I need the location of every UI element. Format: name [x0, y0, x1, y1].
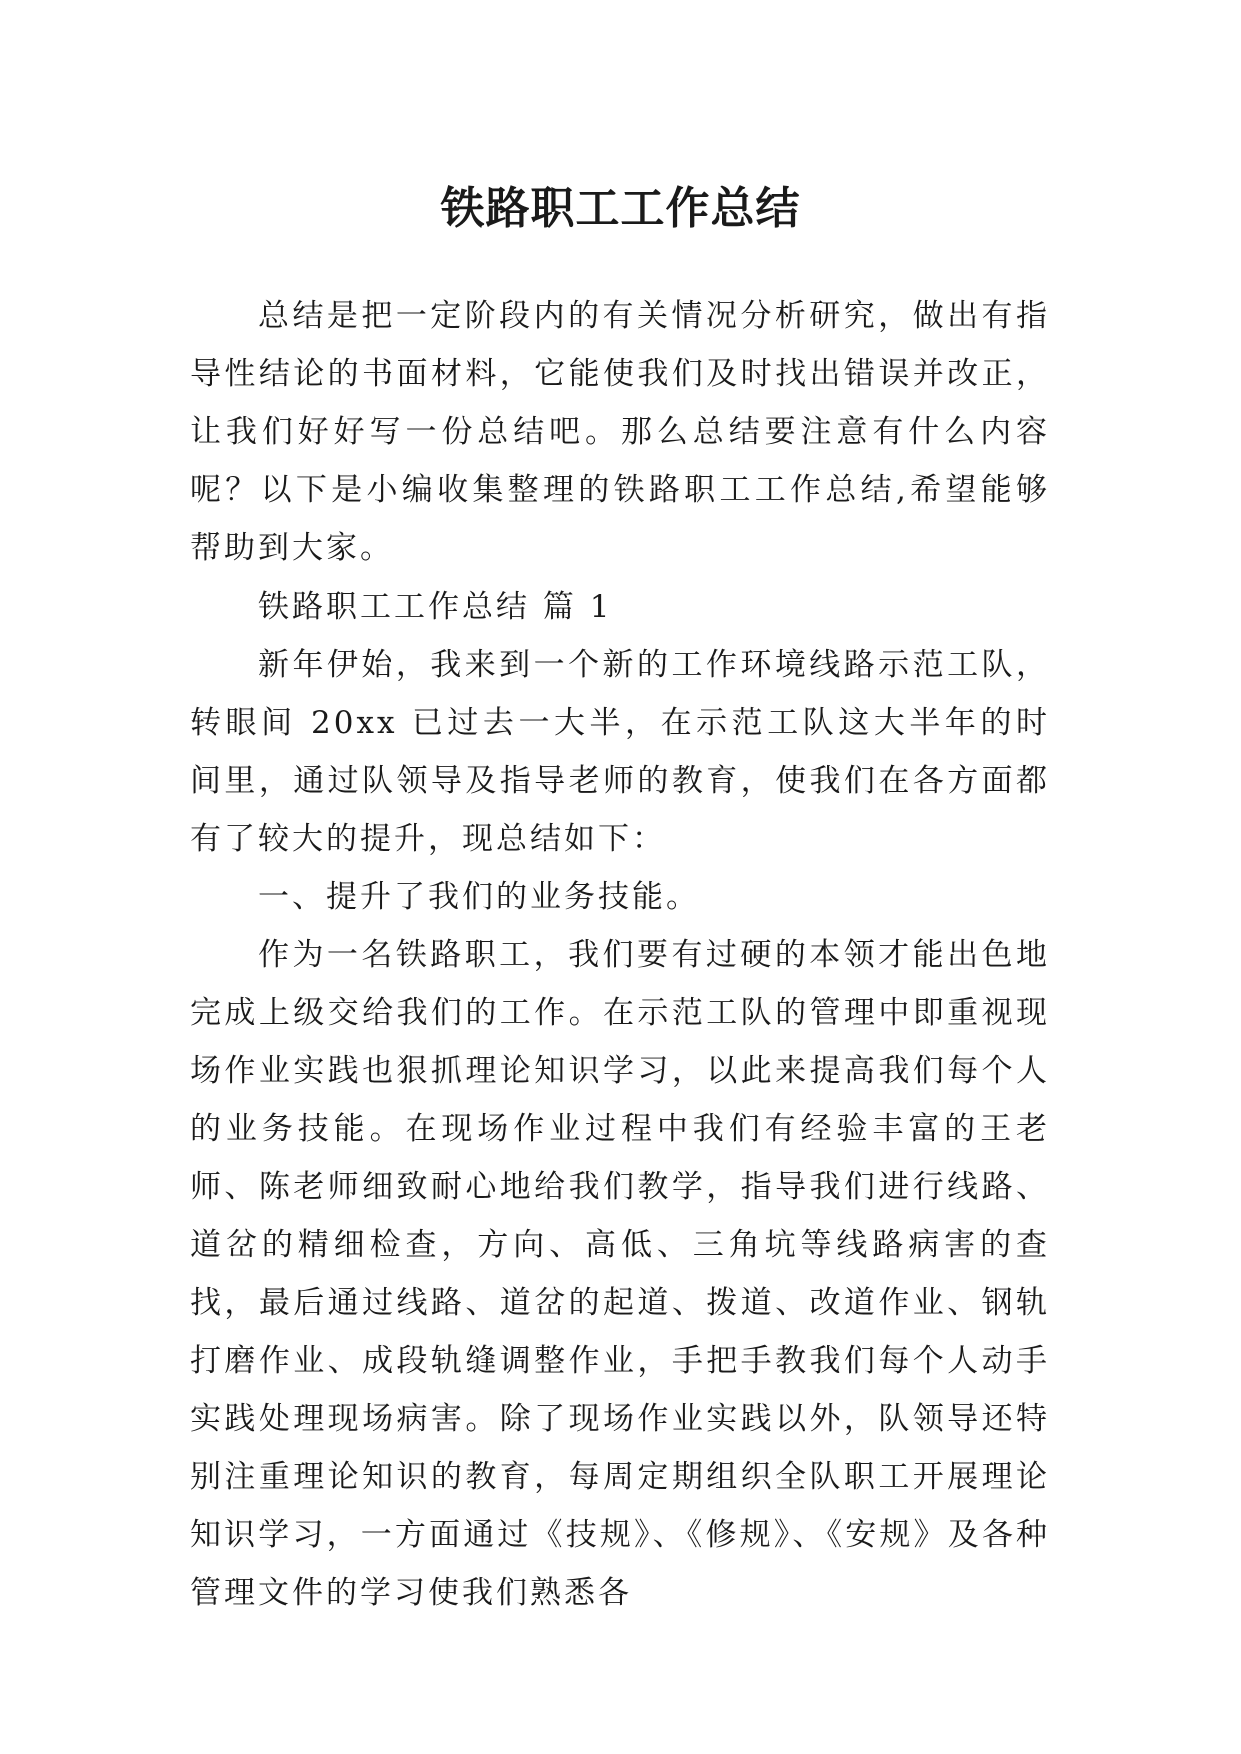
document-title: 铁路职工工作总结: [440, 183, 801, 235]
paragraph: 新年伊始，我来到一个新的工作环境线路示范工队，转眼间 20xx 已过去一大半，在示范工队这大半年的时间里，通过队领导及指导老师的教育，使我们在各方面都有了较大的提升，现总结如下：: [190, 647, 1050, 857]
intro-paragraph: 总结是把一定阶段内的有关情况分析研究，做出有指导性结论的书面材料，它能使我们及时找出错误并改正，让我们好好写一份总结吧。那么总结要注意有什么内容呢？以下是小编收集整理的铁路职工工作总结,希望能够帮助到大家。: [190, 298, 1050, 566]
paragraph: 一、提升了我们的业务技能。: [258, 879, 700, 915]
section-heading: 铁路职工工作总结 篇 1: [258, 589, 613, 625]
section-content: [190, 636, 1050, 1622]
paragraph: 作为一名铁路职工，我们要有过硬的本领才能出色地完成上级交给我们的工作。在示范工队的管理中即重视现场作业实践也狠抓理论知识学习，以此来提高我们每个人的业务技能。在现场作业过程中我们有经验丰富的王老师、陈老师细致耐心地给我们教学，指导我们进行线路、道岔的精细检查，方向、高低、三角坑等线路病害的查找，最后通过线路、道岔的起道、拨道、改道作业、钢轨打磨作业、成段轨缝调整作业，手把手教我们每个人动手实践处理现场病害。除了现场作业实践以外，队领导还特别注重理论知识的教育，每周定期组织全队职工开展理论知识学习，一方面通过《技规》、《修规》、《安规》及各种管理文件的学习使我们熟悉各: [190, 937, 1050, 1611]
